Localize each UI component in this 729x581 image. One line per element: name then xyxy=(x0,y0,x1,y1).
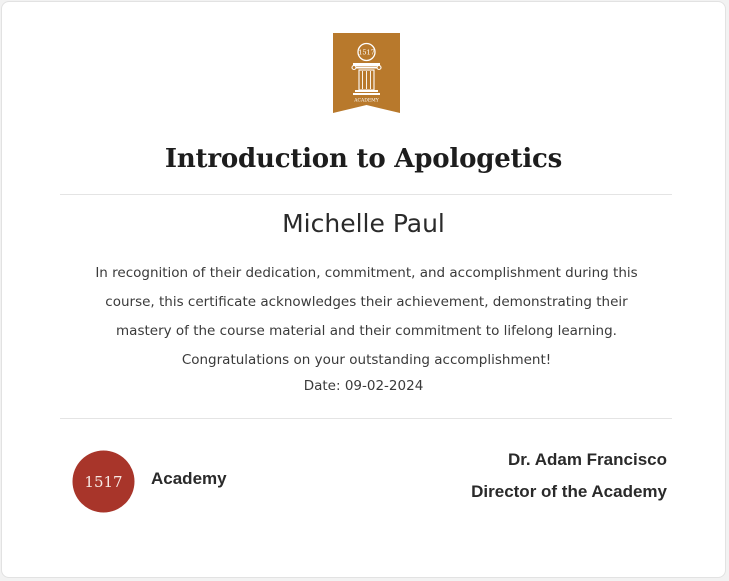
course-title: Introduction to Apologetics xyxy=(164,144,563,174)
certificate-card xyxy=(1,1,726,578)
divider-top xyxy=(60,194,672,195)
svg-text:1517: 1517 xyxy=(84,473,123,491)
academy-ribbon-logo-icon xyxy=(333,33,400,113)
svg-text:ACADEMY: ACADEMY xyxy=(354,98,379,104)
paragraph-line: course, this certificate acknowledges their achievement, demonstrating their xyxy=(105,294,628,310)
academy-label: Academy xyxy=(151,469,227,488)
signer-title: Director of the Academy xyxy=(471,482,667,501)
academy-seal-icon xyxy=(72,450,135,513)
recipient-name: Michelle Paul xyxy=(282,209,445,238)
svg-text:1517: 1517 xyxy=(358,48,375,57)
certificate-date: Date: 09-02-2024 xyxy=(303,378,424,394)
paragraph-line: Congratulations on your outstanding accomplishment! xyxy=(181,352,552,368)
signer-name: Dr. Adam Francisco xyxy=(507,450,667,469)
certificate-paragraph xyxy=(62,259,671,375)
paragraph-line: In recognition of their dedication, commitment, and accomplishment during this xyxy=(95,265,638,281)
paragraph-line: mastery of the course material and their commitment to lifelong learning. xyxy=(116,323,617,339)
divider-bottom xyxy=(60,418,672,419)
signature-block xyxy=(471,444,667,508)
